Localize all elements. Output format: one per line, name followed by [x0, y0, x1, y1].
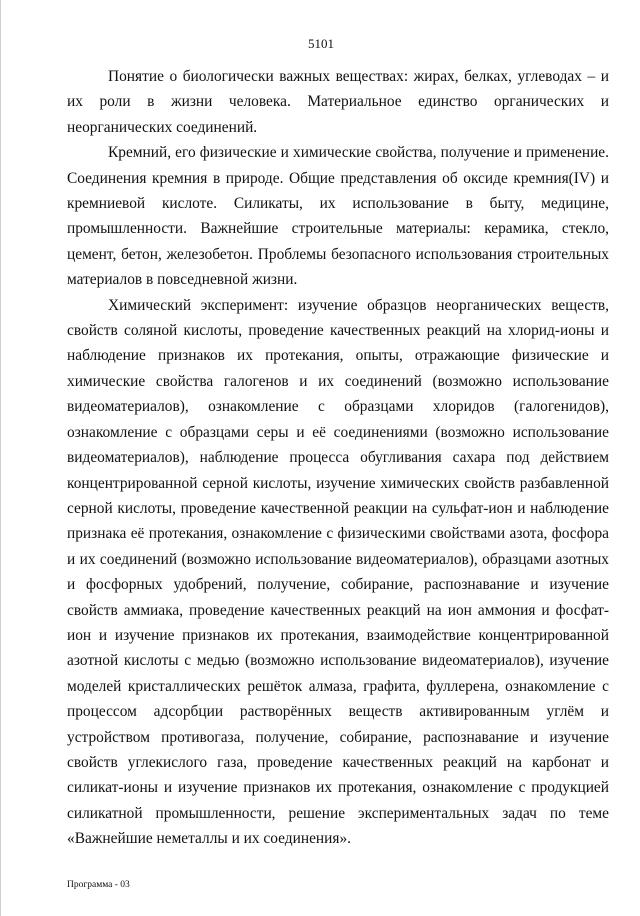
page-body	[67, 64, 609, 852]
page-footer: Программа - 03	[67, 880, 130, 890]
page-number: 5101	[308, 36, 334, 51]
paragraph-biological-substances: Понятие о биологически важных веществах: жирах, белках, углеводах – и их роли в жизни человека. Материальное единство органических и неорганических соединений.	[67, 68, 609, 136]
paragraph-chemical-experiment: Химический эксперимент: изучение образцов неорганических веществ, свойств соляной кислоты, проведение качественных реакций на хлорид-ионы и наблюдение признаков их протекания, опыты, отражающие физические и химические свойства галогенов и их соединений (возможно использование видеоматериалов), ознакомление с образцами хлоридов (галогенидов), ознакомление с образцами серы и её соединениями (возможно использование видеоматериалов), наблюдение процесса обугливания сахара под действием концентрированной серной кислоты, изучение химических свойств разбавленной серной кислоты, проведение качественной реакции на сульфат-ион и наблюдение признака её протекания, ознакомление с физическими свойствами азота, фосфора и их соединений (возможно использование видеоматериалов), образцами азотных и фосфорных удобрений, получение, собирание, распознавание и изучение свойств аммиака, проведение качественных реакций на ион аммония и фосфат-ион и изучение признаков их протекания, взаимодействие концентрированной азотной кислоты с медью (возможно использование видеоматериалов), изучение моделей кристаллических решёток алмаза, графита, фуллерена, ознакомление с процессом адсорбции растворённых веществ активированным углём и устройством противогаза, получение, собирание, распознавание и изучение свойств углекислого газа, проведение качественных реакций на карбонат и силикат-ионы и изучение признаков их протекания, ознакомление с продукцией силикатной промышленности, решение экспериментальных задач по теме «Важнейшие неметаллы и их соединения».	[67, 296, 609, 848]
paragraph-silicon: Кремний, его физические и химические свойства, получение и применение. Соединения кремния в природе. Общие представления об оксиде кремния(IV) и кремниевой кислоте. Силикаты, их использование в быту, медицине, промышленности. Важнейшие строительные материалы: керамика, стекло, цемент, бетон, железобетон. Проблемы безопасного использования строительных материалов в повседневной жизни.	[67, 144, 609, 289]
